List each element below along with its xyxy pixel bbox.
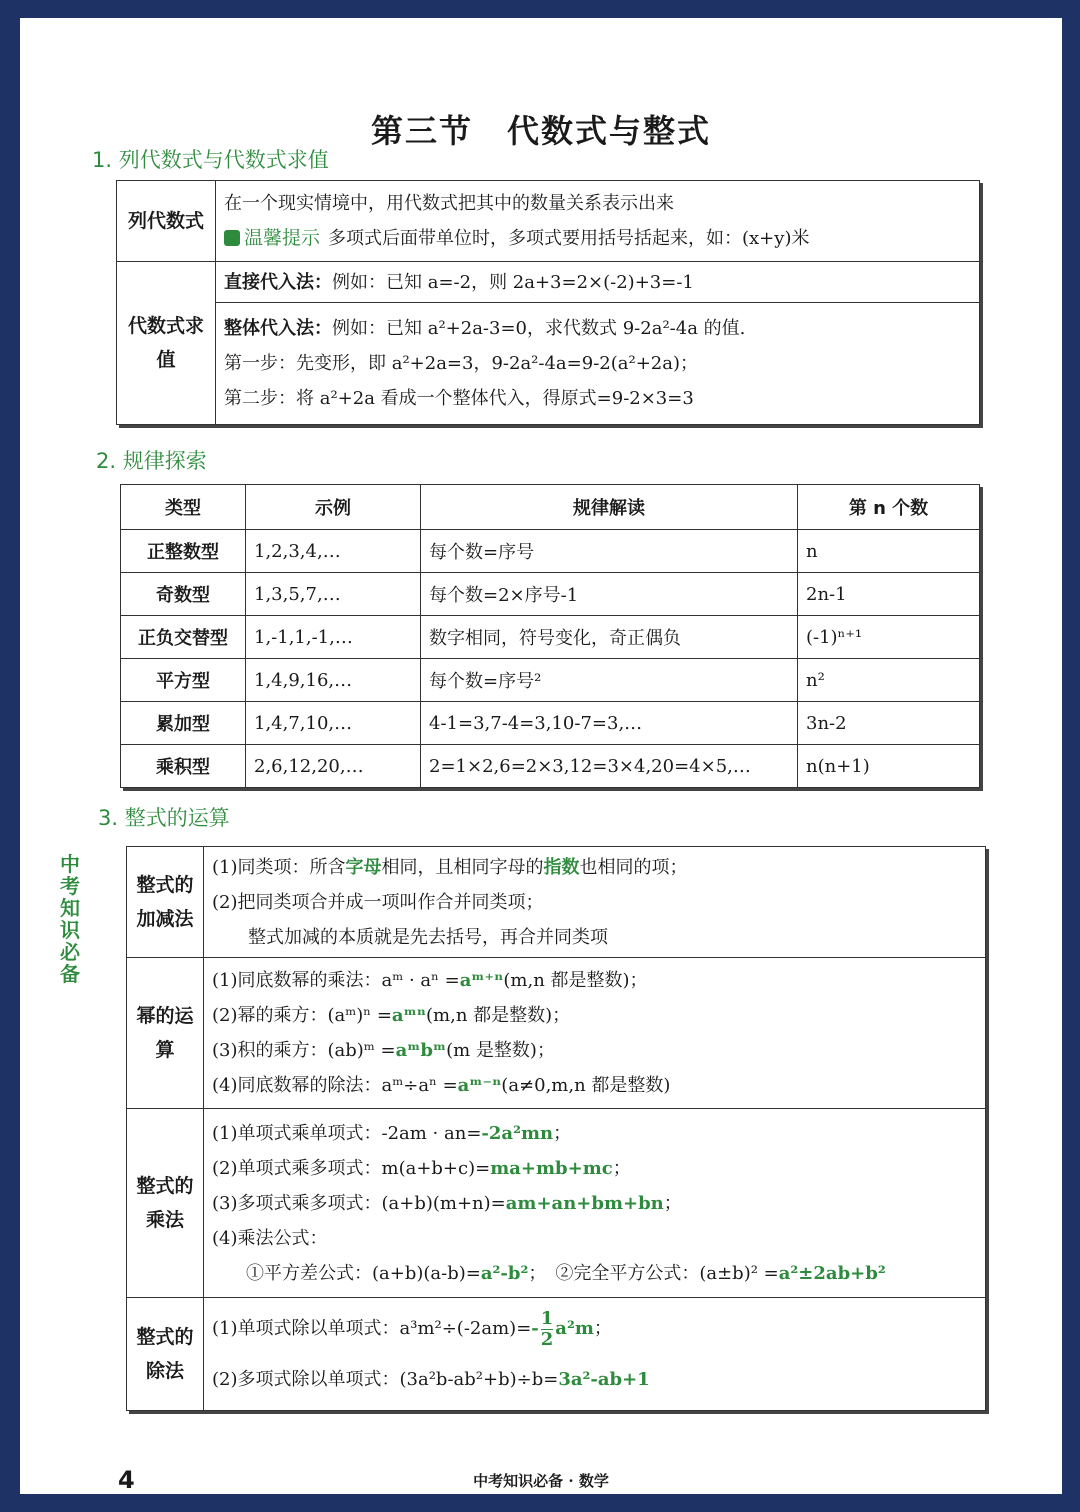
pow-line4-result: aᵐ⁻ⁿ [457, 1075, 502, 1096]
mul-line1-result: -2a²mn [481, 1122, 554, 1144]
direct-substitution-text: 例如：已知 a=-2，则 2a+3=2×(-2)+3=-1 [332, 271, 694, 293]
cell-nth-term: n(n+1) [798, 745, 980, 788]
mul-line2-c: ； [612, 1157, 631, 1179]
pow-line1-a: (1)同底数幂的乘法：aᵐ · aⁿ = [212, 970, 460, 991]
division-content [204, 1298, 986, 1411]
table-polynomial-operations [126, 846, 986, 1411]
cell-rule: 数字相同，符号变化，奇正偶负 [421, 616, 798, 659]
row-content-list-expression [216, 181, 980, 262]
mul-line5-c: ； ②完全平方公式：(a±b)² = [528, 1262, 779, 1284]
div-line2-result: 3a²-ab+1 [558, 1369, 650, 1390]
cell-example: 1,4,9,16,… [246, 659, 421, 702]
multiplication-content [204, 1109, 986, 1298]
cell-example: 2,6,12,20,… [246, 745, 421, 788]
lightbulb-icon [224, 230, 240, 246]
whole-substitution-text: 例如：已知 a²+2a-3=0，求代数式 9-2a²-4a 的值. [332, 318, 746, 339]
page-number: 4 [118, 1466, 135, 1494]
pow-line3-c: (m 是整数)； [446, 1040, 555, 1061]
add-subtract-content [204, 847, 986, 958]
mul-line2-a: (2)单项式乘多项式：m(a+b+c)= [212, 1157, 491, 1179]
table-row [121, 573, 980, 616]
row-label-powers: 幂的运算 [127, 958, 204, 1109]
page-title: 第三节 代数式与整式 [370, 112, 711, 150]
mul-line5-a: ①平方差公式：(a+b)(a-b)= [246, 1262, 481, 1284]
pow-line4-c: (a≠0,m,n 都是整数) [501, 1075, 671, 1096]
table-row [121, 702, 980, 745]
cell-example: 1,3,5,7,… [246, 573, 421, 616]
cell-rule: 每个数=序号² [421, 659, 798, 702]
pow-line2-a: (2)幂的乘方：(aᵐ)ⁿ = [212, 1005, 392, 1026]
tip-text: 多项式后面带单位时，多项式要用括号括起来，如：(x+y)米 [328, 228, 810, 249]
tip-line [224, 221, 971, 256]
table-row [121, 616, 980, 659]
section-heading-1: 1. 列代数式与代数式求值 [92, 148, 329, 172]
pow-line4-a: (4)同底数幂的除法：aᵐ÷aⁿ = [212, 1075, 458, 1096]
tip-label: 温馨提示 [244, 227, 321, 249]
cell-type: 正负交替型 [121, 616, 246, 659]
mul-line4: (4)乘法公式： [212, 1227, 328, 1249]
add-line1-c: 相同，且相同字母的 [381, 856, 544, 878]
fraction-one-half [541, 1309, 554, 1350]
pow-line1-result: aᵐ⁺ⁿ [459, 970, 504, 991]
direct-substitution-title: 直接代入法： [224, 271, 332, 293]
div-line1-result: a²m [555, 1318, 594, 1339]
mul-line3-a: (3)多项式乘多项式：(a+b)(m+n)= [212, 1192, 506, 1214]
cell-nth-term: n² [798, 659, 980, 702]
pow-line3-a: (3)积的乘方：(ab)ᵐ = [212, 1040, 396, 1061]
mul-line1-c: ； [553, 1122, 572, 1144]
cell-type: 累加型 [121, 702, 246, 745]
header-rule: 规律解读 [421, 485, 798, 530]
cell-nth-term: 2n-1 [798, 573, 980, 616]
whole-substitution-title: 整体代入法： [224, 318, 332, 339]
cell-type: 正整数型 [121, 530, 246, 573]
row-label-add-subtract: 整式的加减法 [127, 847, 204, 958]
row-label-evaluate: 代数式求值 [117, 262, 216, 425]
table-row [121, 745, 980, 788]
cell-type: 乘积型 [121, 745, 246, 788]
direct-substitution-cell [216, 262, 980, 303]
div-line1-d: ； [593, 1318, 612, 1339]
cell-example: 1,2,3,4,… [246, 530, 421, 573]
cell-nth-term: (-1)ⁿ⁺¹ [798, 616, 980, 659]
header-nth-term: 第 n 个数 [798, 485, 980, 530]
cell-type: 奇数型 [121, 573, 246, 616]
add-line1-letters: 字母 [345, 856, 382, 878]
header-example: 示例 [246, 485, 421, 530]
fraction-numerator: 1 [540, 1307, 554, 1329]
cell-nth-term: n [798, 530, 980, 573]
mul-line2-result: ma+mb+mc [490, 1157, 613, 1179]
step-two: 第二步：将 a²+2a 看成一个整体代入，得原式=9-2×3=3 [224, 388, 694, 409]
mul-line5-difference-result: a²-b² [480, 1262, 529, 1284]
pow-line2-c: (m,n 都是整数)； [426, 1005, 571, 1026]
add-line1-exponent: 指数 [543, 856, 580, 878]
table-row [121, 659, 980, 702]
add-line2: (2)把同类项合并成一项叫作合并同类项； [212, 891, 544, 913]
cell-nth-term: 3n-2 [798, 702, 980, 745]
book-title: 中考知识必备 · 数学 [473, 1472, 609, 1490]
cell-rule: 4-1=3,7-4=3,10-7=3,… [421, 702, 798, 745]
mul-line3-result: am+an+bm+bn [505, 1192, 664, 1214]
row-label-multiplication: 整式的乘法 [127, 1109, 204, 1298]
div-line1-minus: - [531, 1318, 539, 1339]
add-line1-e: 也相同的项； [579, 856, 688, 878]
table-row [121, 530, 980, 573]
div-line2-a: (2)多项式除以单项式：(3a²b-ab²+b)÷b= [212, 1369, 559, 1390]
side-label: 中考知识必备 [60, 852, 80, 986]
add-line1-a: (1)同类项：所含 [212, 856, 346, 878]
table-algebraic-expressions [116, 180, 980, 425]
definition-text: 在一个现实情境中，用代数式把其中的数量关系表示出来 [224, 193, 674, 214]
header-type: 类型 [121, 485, 246, 530]
step-one: 第一步：先变形，即 a²+2a=3，9-2a²-4a=9-2(a²+2a)； [224, 353, 698, 374]
whole-substitution-cell [216, 303, 980, 425]
fraction-denominator: 2 [540, 1328, 554, 1350]
table-pattern-exploration [120, 484, 980, 788]
mul-line3-c: ； [663, 1192, 682, 1214]
cell-example: 1,-1,1,-1,… [246, 616, 421, 659]
page [20, 18, 1062, 1494]
cell-type: 平方型 [121, 659, 246, 702]
pow-line3-result: aᵐbᵐ [395, 1040, 447, 1061]
pow-line2-result: aᵐⁿ [391, 1005, 427, 1026]
row-label-division: 整式的除法 [127, 1298, 204, 1411]
cell-example: 1,4,7,10,… [246, 702, 421, 745]
add-line3: 整式加减的本质就是先去括号，再合并同类项 [248, 926, 608, 948]
row-label-list-expression: 列代数式 [117, 181, 216, 262]
div-line1-a: (1)单项式除以单项式：a³m²÷(-2am)= [212, 1318, 532, 1339]
section-heading-2: 2. 规律探索 [96, 449, 207, 473]
cell-rule: 2=1×2,6=2×3,12=3×4,20=4×5,… [421, 745, 798, 788]
powers-content [204, 958, 986, 1109]
cell-rule: 每个数=序号 [421, 530, 798, 573]
mul-line1-a: (1)单项式乘单项式：-2am · an= [212, 1122, 482, 1144]
pow-line1-c: (m,n 都是整数)； [503, 970, 648, 991]
cell-rule: 每个数=2×序号-1 [421, 573, 798, 616]
mul-line5-square-result: a²±2ab+b² [778, 1262, 886, 1284]
section-heading-3: 3. 整式的运算 [98, 806, 230, 830]
